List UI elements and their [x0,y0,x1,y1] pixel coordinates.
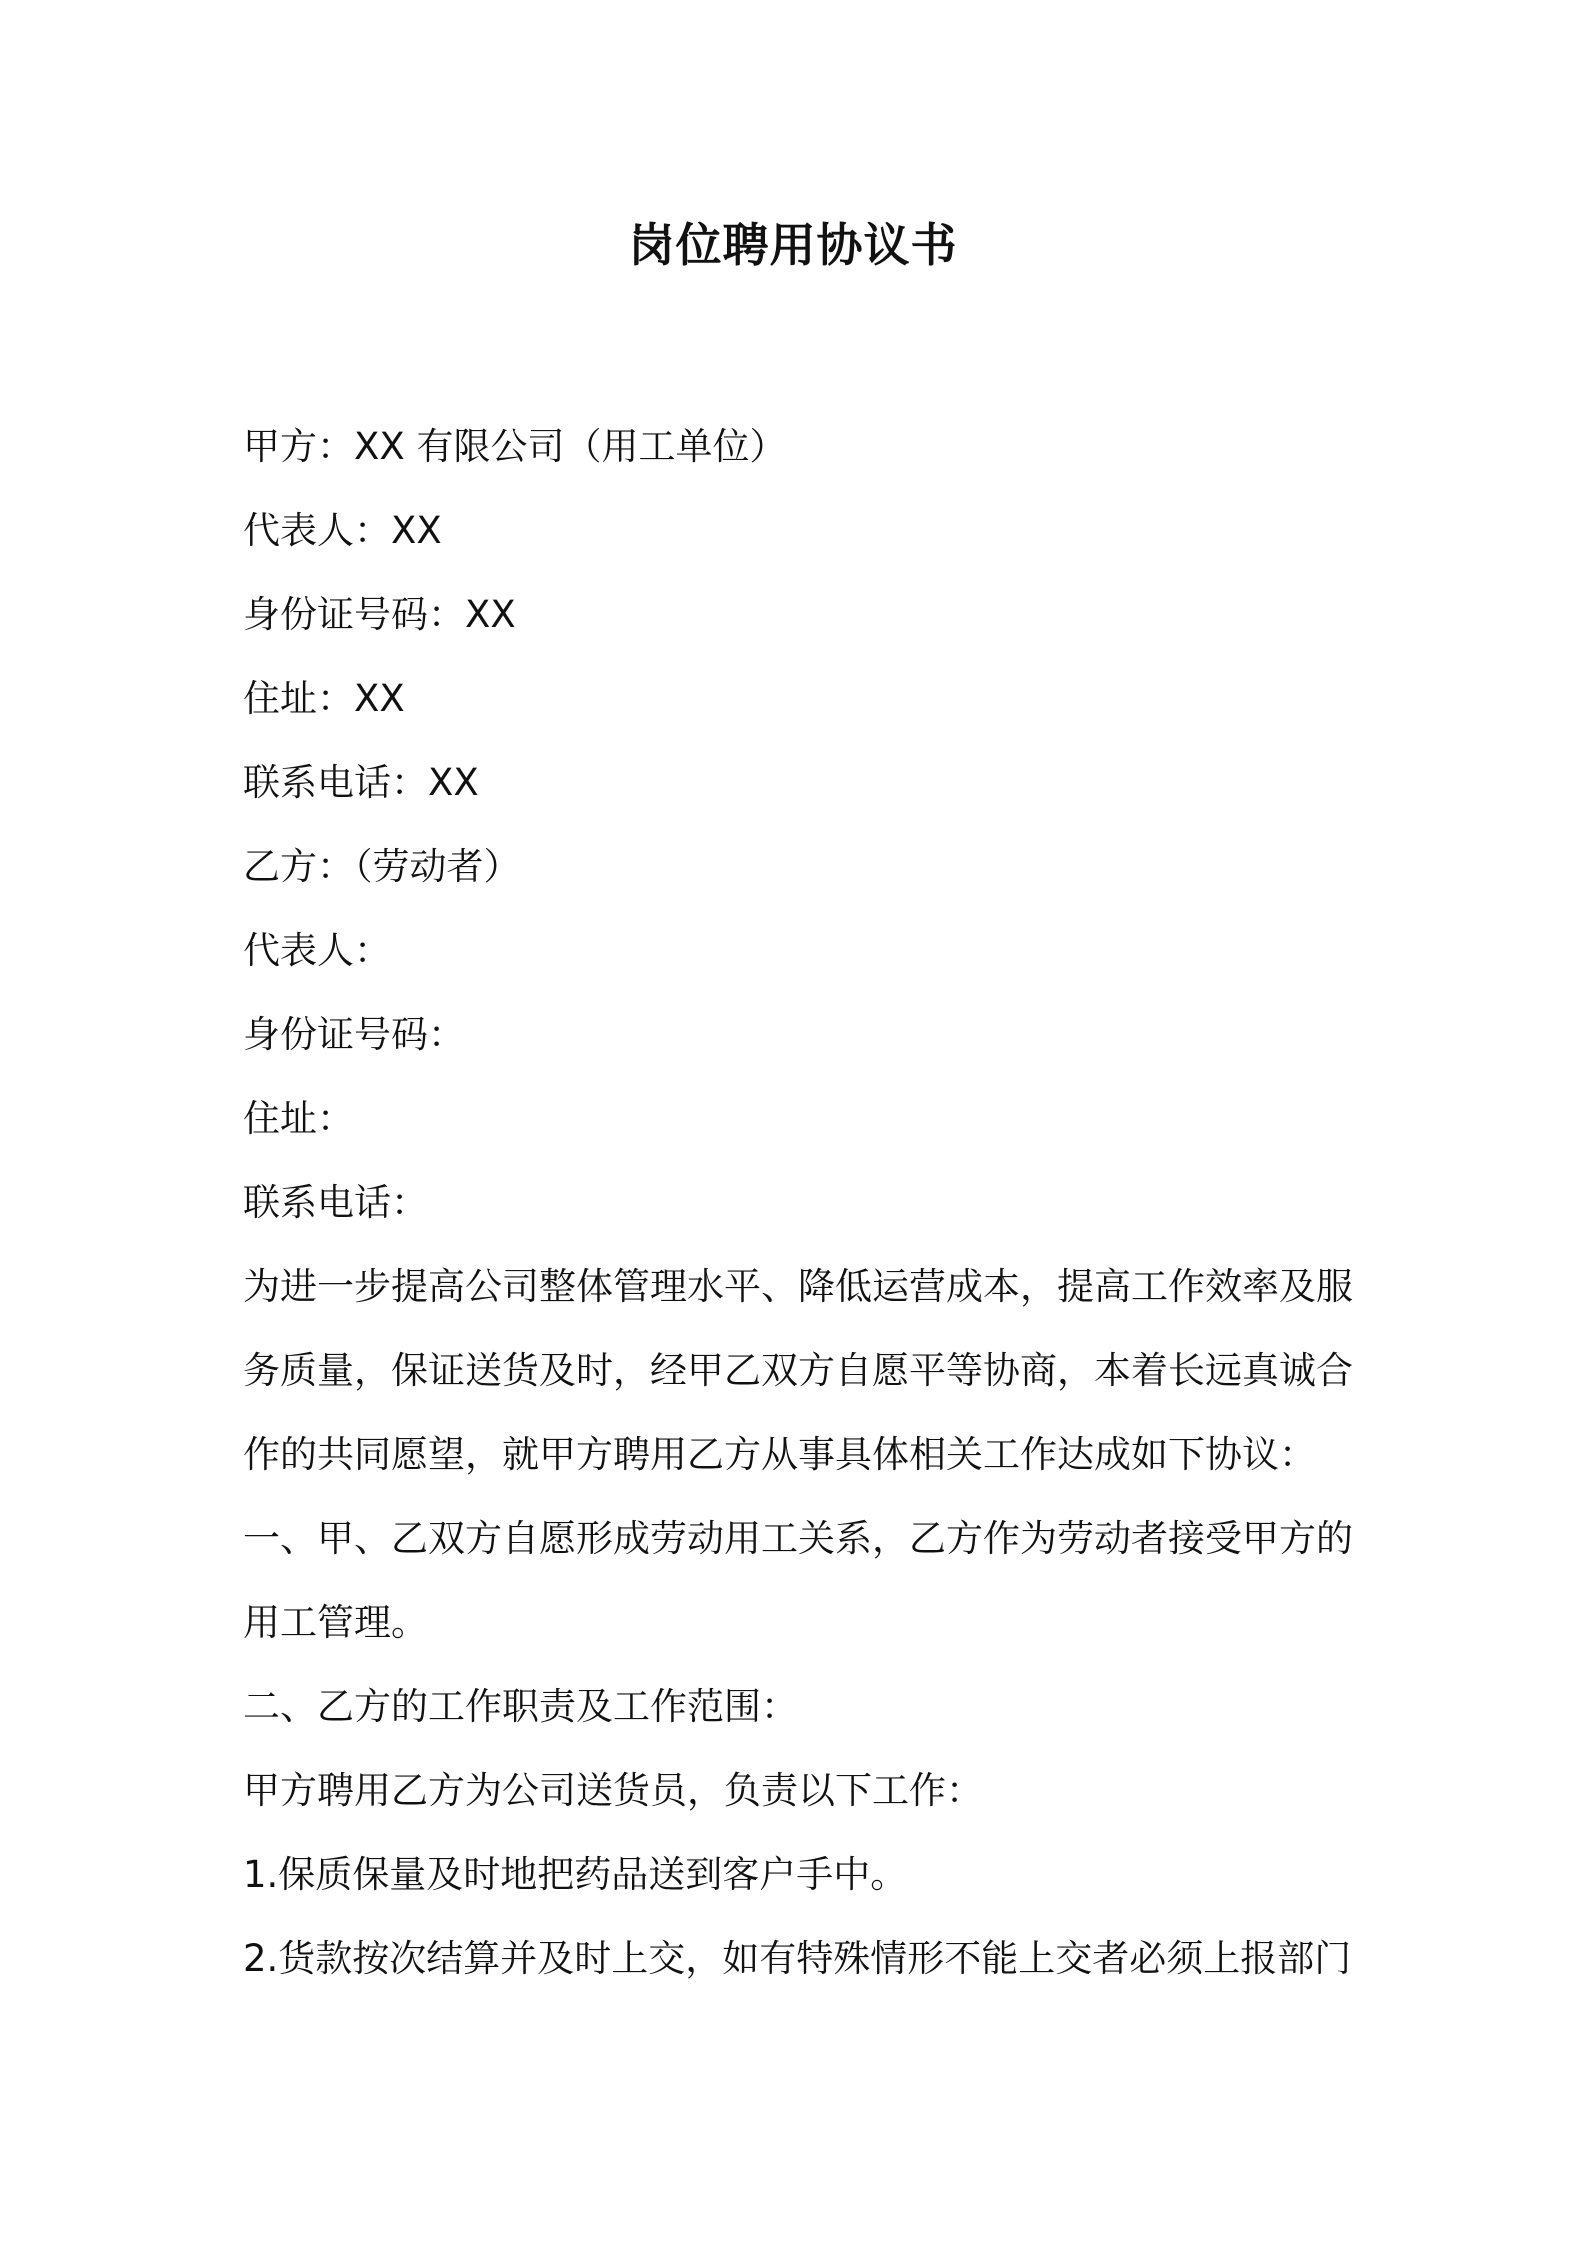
preamble-line: 为进一步提高公司整体管理水平、降低运营成本，提高工作效率及服 [243,1265,1353,1308]
duty-item-2: 2.货款按次结算并及时上交，如有特殊情形不能上交者必须上报部门 [243,1937,1352,1980]
document-body [243,405,1353,2001]
clause-one-line: 一、甲、乙双方自愿形成劳动用工关系，乙方作为劳动者接受甲方的 [243,1517,1353,1560]
party-a-representative: 代表人：XX [243,509,442,552]
party-b-id-number: 身份证号码： [243,1013,465,1056]
clause-one-line: 用工管理。 [243,1601,428,1644]
party-a-phone: 联系电话：XX [243,761,479,804]
party-b-representative: 代表人： [243,929,391,972]
document-title: 岗位聘用协议书 [628,218,958,272]
preamble-line: 务质量，保证送货及时，经甲乙双方自愿平等协商，本着长远真诚合 [243,1349,1353,1392]
party-b-phone: 联系电话： [243,1181,428,1224]
party-b-line: 乙方：（劳动者） [243,845,521,888]
duty-item-1: 1.保质保量及时地把药品送到客户手中。 [243,1853,908,1896]
preamble-line: 作的共同愿望，就甲方聘用乙方从事具体相关工作达成如下协议： [243,1433,1316,1476]
clause-two-heading: 二、乙方的工作职责及工作范围： [243,1685,798,1728]
party-a-id-number: 身份证号码：XX [243,593,516,636]
party-b-address: 住址： [243,1097,354,1140]
party-a-address: 住址：XX [243,677,405,720]
clause-two-intro: 甲方聘用乙方为公司送货员，负责以下工作： [243,1769,983,1812]
party-a-line: 甲方：XX 有限公司（用工单位） [243,425,787,468]
